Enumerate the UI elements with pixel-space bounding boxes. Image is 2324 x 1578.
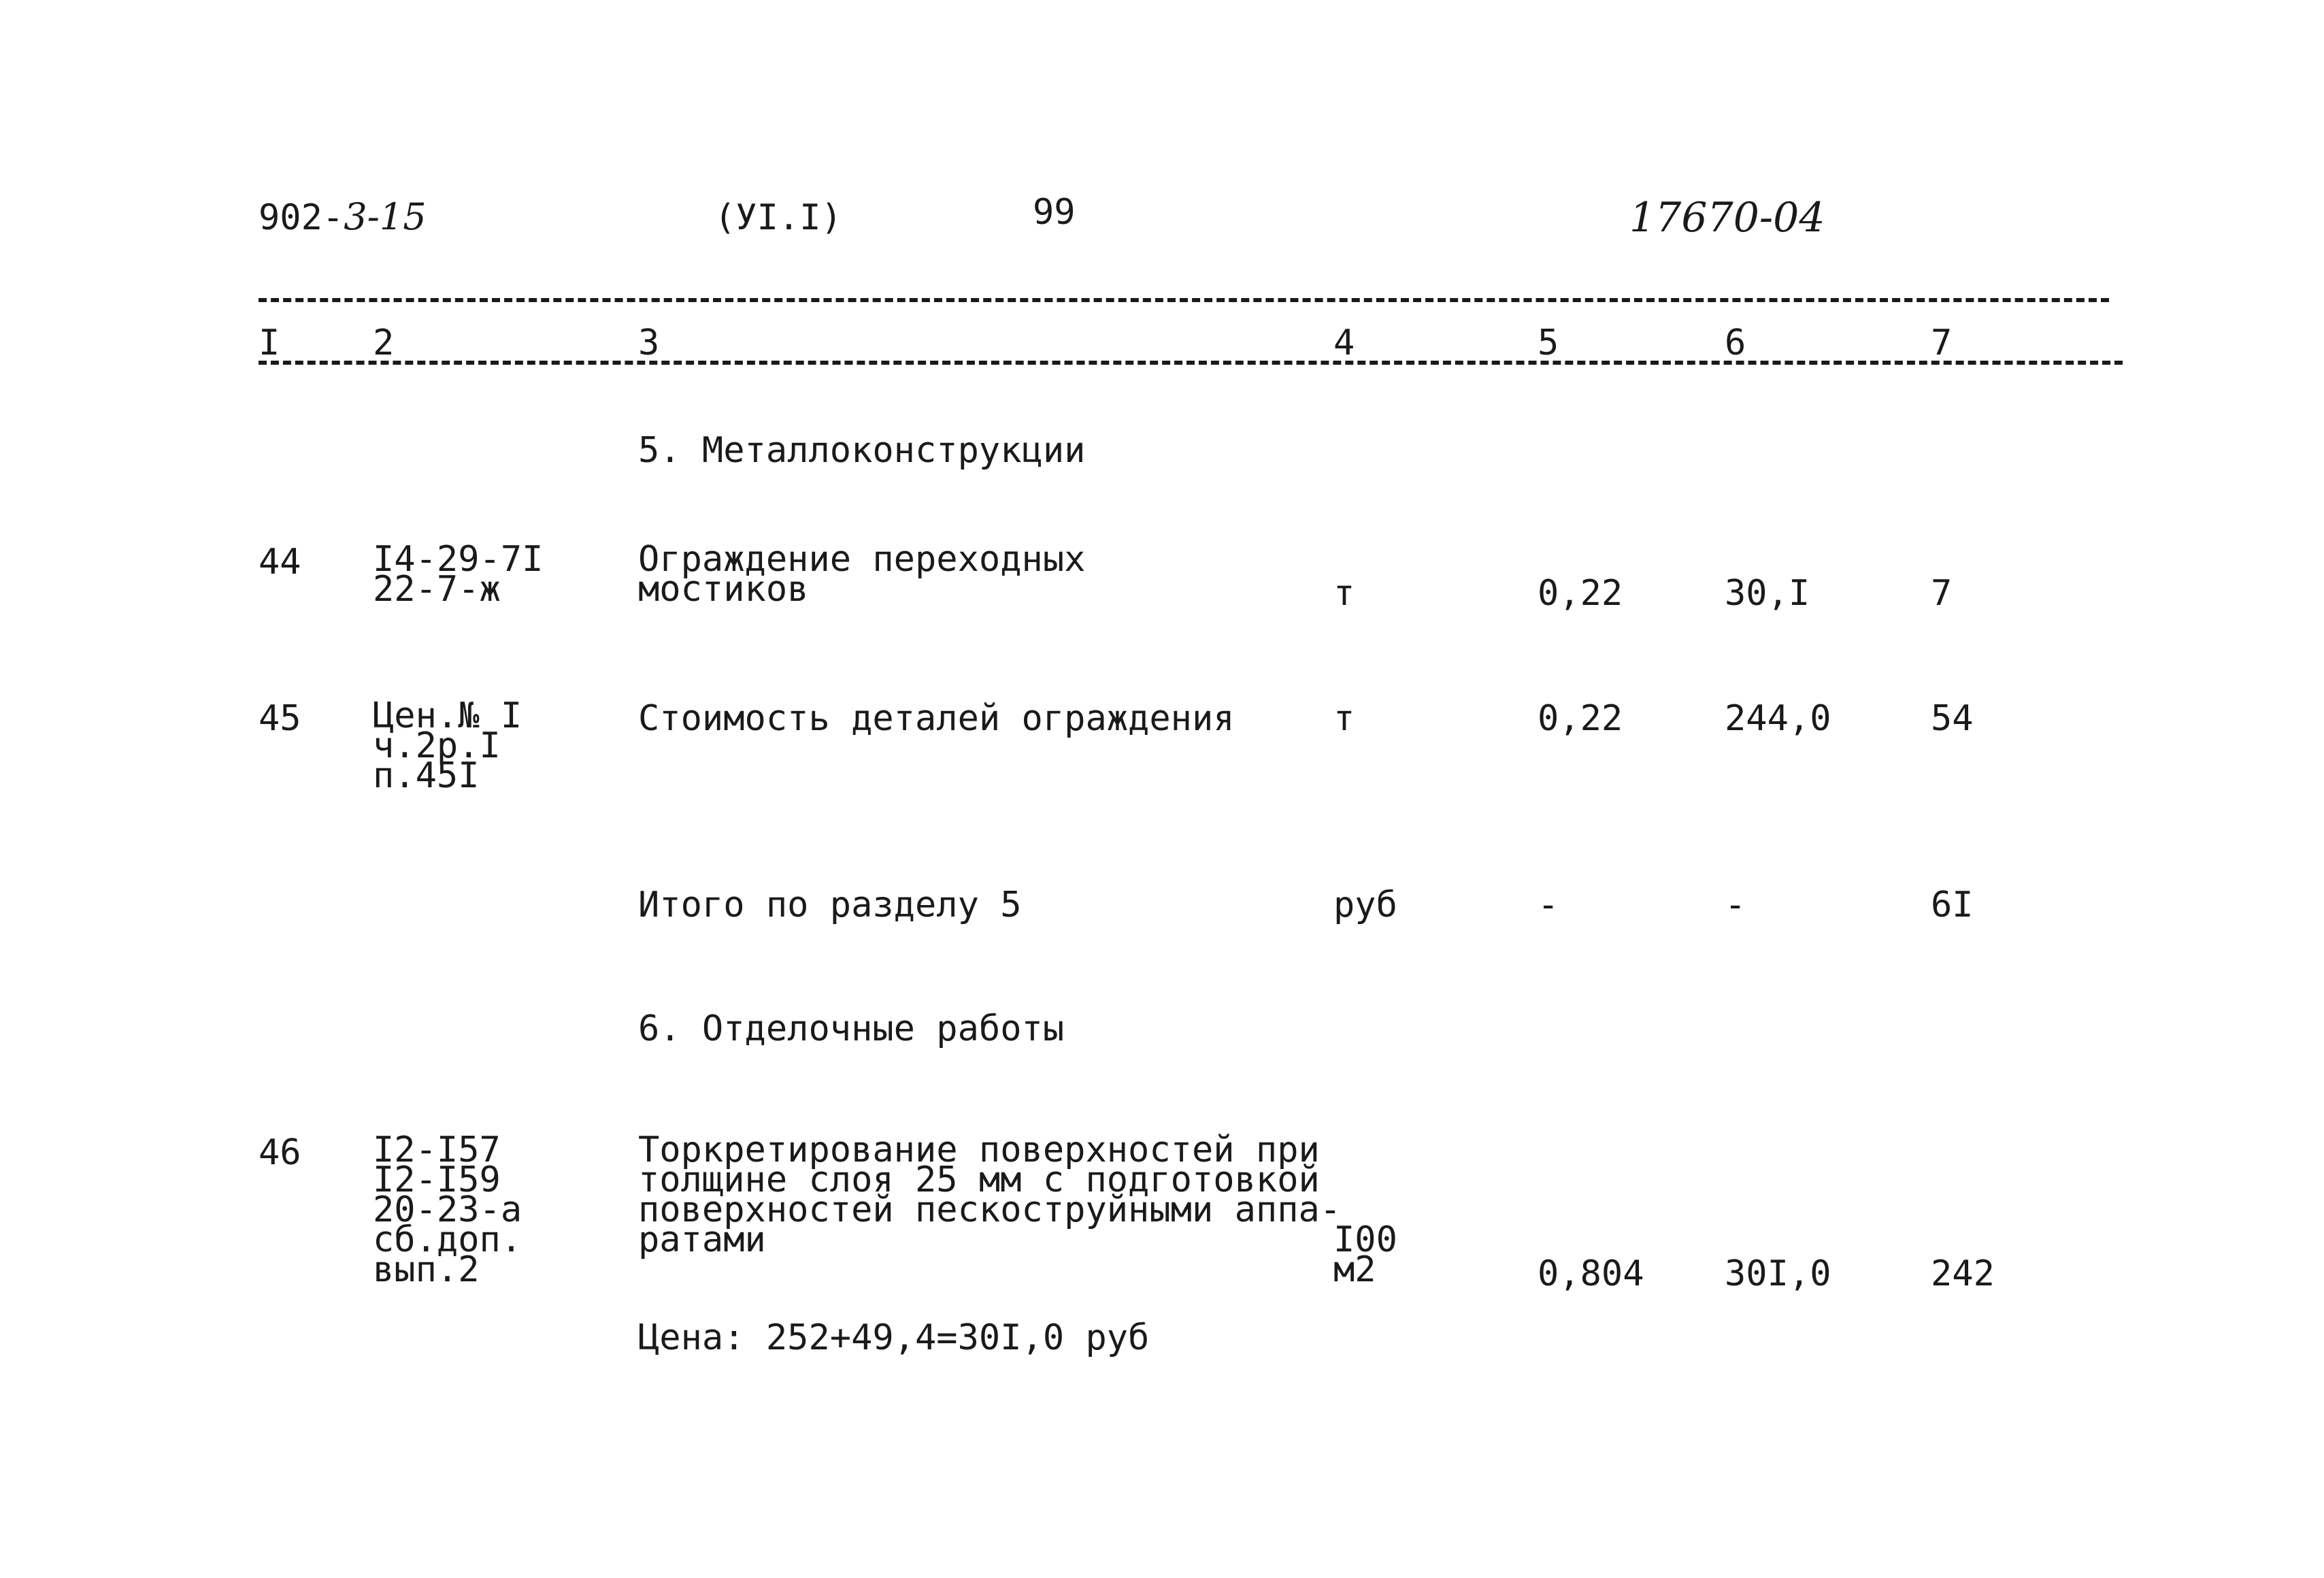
row-44-unit: т [1333, 573, 1355, 614]
price-note: Цена: 252+49,4=30I,0 руб [638, 1317, 1150, 1358]
page-number: 99 [1033, 192, 1076, 233]
section-5-total-value: 6I [1931, 885, 1974, 925]
section-title-6: 6. Отделочные работы [638, 1008, 1065, 1049]
document-number: 17670-04 [1629, 194, 1825, 242]
col-header-6: 6 [1725, 323, 1746, 363]
row-45-unit: т [1333, 698, 1355, 739]
section-5-total-price: - [1725, 885, 1746, 925]
doc-code [259, 195, 427, 238]
row-44-price: 30,I [1725, 573, 1810, 614]
row-45-desc: Стоимость деталей ограждения [638, 698, 1235, 739]
row-46-code: I2-I57 I2-I59 20-23-а сб.доп. вып.2 [373, 1130, 522, 1290]
row-46-unit: I00 м2 [1333, 1219, 1397, 1290]
row-46-total: 242 [1931, 1253, 1995, 1294]
col-header-2: 2 [373, 323, 395, 363]
section-5-total-label: Итого по разделу 5 [638, 885, 1022, 925]
doc-code-handwritten: 3-15 [344, 195, 427, 238]
section-code: (УI.I) [714, 197, 842, 238]
section-title-5: 5. Металлоконструкции [638, 430, 1086, 471]
row-45-num: 45 [259, 698, 301, 739]
row-46-price: 30I,0 [1725, 1253, 1831, 1294]
row-46-desc: Торкретирование поверхностей при толщине слоя 25 мм с подготовкой поверхностей пескоструйными аппа- ратами [638, 1130, 1342, 1260]
col-header-3: 3 [638, 323, 660, 363]
bottom-dashed-rule [259, 361, 2123, 365]
row-44-total: 7 [1931, 573, 1953, 614]
row-45-qty: 0,22 [1538, 698, 1623, 739]
section-5-total-unit: руб [1333, 885, 1397, 925]
col-header-5: 5 [1538, 323, 1559, 363]
col-header-1: I [259, 323, 280, 363]
row-46-num: 46 [259, 1132, 301, 1173]
row-45-price: 244,0 [1725, 698, 1831, 739]
row-44-desc: Ограждение переходных мостиков [638, 539, 1086, 610]
row-44-qty: 0,22 [1538, 573, 1623, 614]
row-45-code: Цен.№ I ч.2р.I п.45I [373, 695, 522, 796]
section-5-total-qty: - [1538, 885, 1559, 925]
doc-code-prefix: 902- [259, 197, 344, 238]
col-header-7: 7 [1931, 323, 1953, 363]
top-dashed-rule [259, 298, 2109, 302]
row-45-total: 54 [1931, 698, 1974, 739]
row-46-qty: 0,804 [1538, 1253, 1644, 1294]
row-44-num: 44 [259, 542, 301, 582]
col-header-4: 4 [1333, 323, 1355, 363]
row-44-code: I4-29-7I 22-7-ж [373, 539, 544, 610]
